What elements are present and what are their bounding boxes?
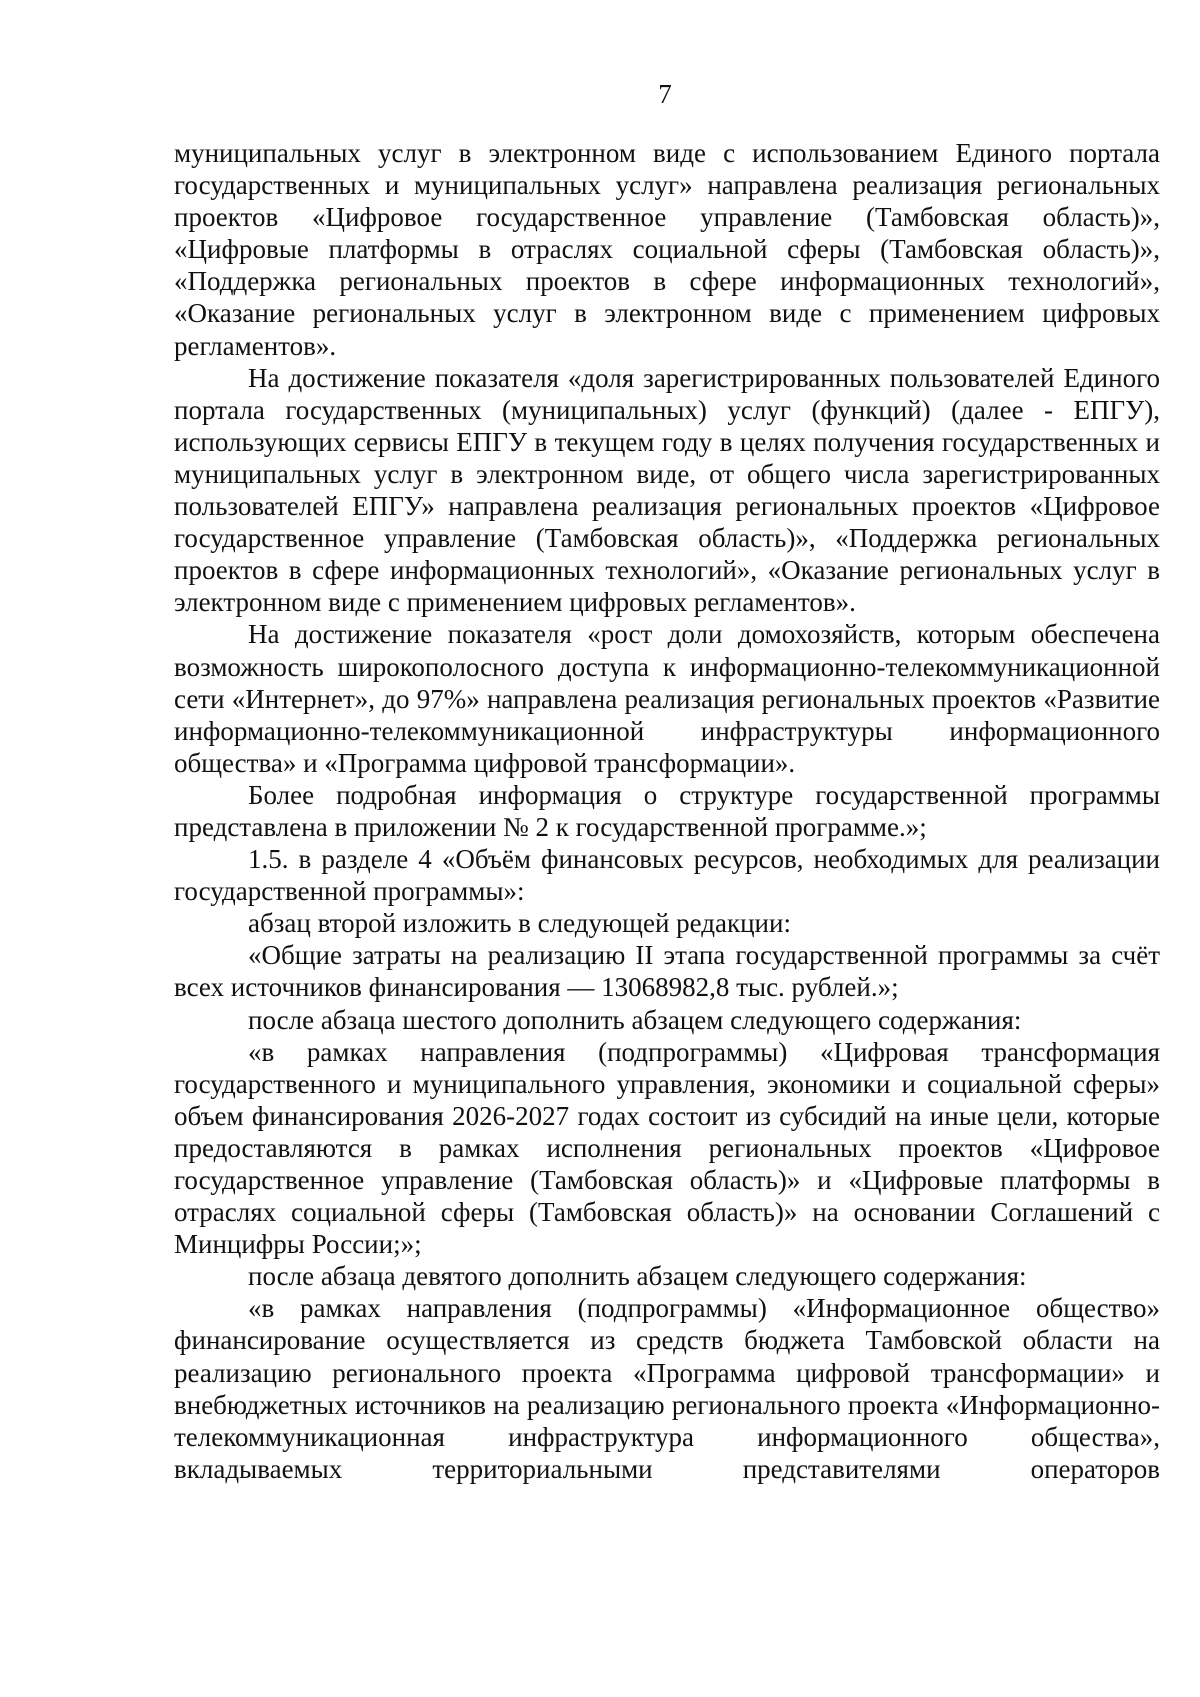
paragraph: муниципальных услуг в электронном виде с использованием Единого портала государственных и муниципальных услуг» направлена реализация региональных проектов «Цифровое государственное управление (Тамбовская область)», «Цифровые платформы в отраслях социальной сферы (Тамбовская область)», «Поддержка региональных проектов в сфере информационных технологий», «Оказание региональных услуг в электронном виде с применением цифровых регламентов». [174,138,1160,361]
paragraph: Более подробная информация о структуре государственной программы представлена в приложении № 2 к государственной программе.»; [174,779,1160,842]
paragraph: после абзаца шестого дополнить абзацем следующего содержания: [248,1004,1022,1035]
document-body [174,137,1160,1485]
paragraph: абзац второй изложить в следующей редакции: [248,908,791,939]
paragraph: «в рамках направления (подпрограммы) «Цифровая трансформация государственного и муниципального управления, экономики и социальной сферы» объем финансирования 2026-2027 годах состоит из субсидий на иные цели, которые предоставляются в рамках исполнения региональных проектов «Цифровое государственное управление (Тамбовская область)» и «Цифровые платформы в отраслях социальной сферы (Тамбовская область)» на основании Соглашений с Минцифры России;»; [174,1036,1160,1260]
paragraph-continued: «в рамках направления (подпрограммы) «Информационное общество» финансирование осуществляется из средств бюджета Тамбовской области на реализацию регионального проекта «Программа цифровой трансформации» и внебюджетных источников на реализацию регионального проекта «Информационно-телекоммуникационная инфраструктура информационного общества», вкладываемых территориальными представителями операторов [174,1293,1160,1484]
paragraph: 1.5. в разделе 4 «Объём финансовых ресурсов, необходимых для реализации государственной программы»: [174,844,1160,907]
page-number: 7 [658,79,672,109]
paragraph: «Общие затраты на реализацию II этапа государственной программы за счёт всех источников финансирования — 13068982,8 тыс. рублей.»; [174,940,1160,1003]
paragraph: На достижение показателя «доля зарегистрированных пользователей Единого портала государственных (муниципальных) услуг (функций) (далее - ЕПГУ), использующих сервисы ЕПГУ в текущем году в целях получения государственных и муниципальных услуг в электронном виде, от общего числа зарегистрированных пользователей ЕПГУ» направлена реализация региональных проектов «Цифровое государственное управление (Тамбовская область)», «Поддержка региональных проектов в сфере информационных технологий», «Оказание региональных услуг в электронном виде с применением цифровых регламентов». [174,362,1160,618]
paragraph: На достижение показателя «рост доли домохозяйств, которым обеспечена возможность широкополосного доступа к информационно-телекоммуникационной сети «Интернет», до 97%» направлена реализация региональных проектов «Развитие информационно-телекоммуникационной инфраструктуры информационного общества» и «Программа цифровой трансформации». [174,619,1160,778]
paragraph: после абзаца девятого дополнить абзацем следующего содержания: [248,1261,1027,1292]
